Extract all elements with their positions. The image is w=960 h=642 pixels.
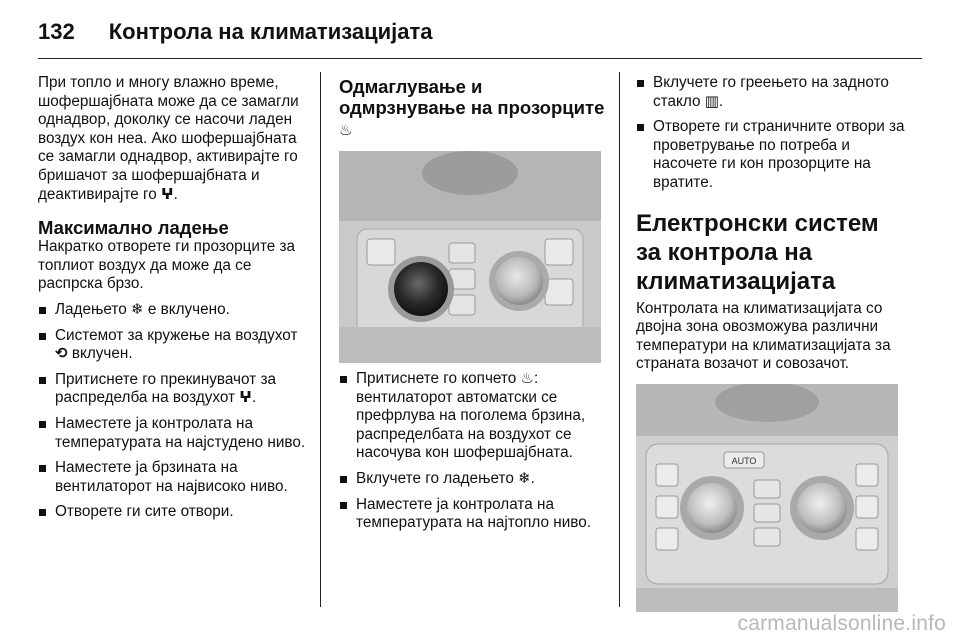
page-title: Контрола на климатизацијата	[108, 19, 433, 44]
column-divider-1	[320, 72, 321, 607]
max-cooling-paragraph: Накратко отворете ги прозорците за топлиот воздух да може да се распрска брзо.	[38, 238, 296, 293]
air-recirculation-icon: ⟲	[55, 345, 68, 363]
page-header	[38, 12, 433, 52]
windshield-defrost-icon: ♨	[520, 370, 534, 387]
page-number: 132	[38, 19, 75, 44]
electronic-climate-heading: Електронски систем за контрола на климатизацијата	[636, 209, 879, 295]
list-item: Притиснете го прекинувачот за распределба на воздухот ⵖ.	[38, 371, 312, 408]
list-item: Отворете ги сите отвори.	[38, 503, 312, 522]
list-item: Наместете ја брзината на вентилаторот на највисоко ниво.	[38, 459, 312, 496]
list-item: Наместете ја контролата на температурата на најстудено ниво.	[38, 415, 312, 452]
defog-heading: Одмаглување и одмрзнување на прозорците ♨	[339, 76, 605, 139]
climate-panel-photo	[339, 151, 601, 363]
list-item: Вклучете го ладењето ❄.	[339, 470, 607, 489]
defog-steps-continued	[636, 74, 908, 193]
column-1	[38, 74, 312, 522]
list-item: Вклучете го греењето на задното стакло ▥.	[636, 74, 908, 111]
list-item: Отворете ги страничните отвори за проветрување по потреба и насочете ги кон прозорците на вратите.	[636, 118, 908, 192]
list-item: Ладењето ❄ е вклучено.	[38, 301, 312, 320]
list-item: Притиснете го копчето ♨: вентилаторот автоматски се префрлува на поголема брзина, распределбата на воздухот се насочува кон шофершајбната.	[339, 370, 607, 463]
electronic-climate-paragraph: Контролата на климатизацијата со двојна зона овозможува различни температури на климатизацијата за страната возачот и совозачот.	[636, 299, 891, 373]
windshield-defrost-icon: ♨	[339, 122, 353, 139]
column-divider-2	[619, 72, 620, 607]
max-cooling-steps	[38, 301, 312, 522]
snowflake-icon: ❄	[131, 300, 144, 318]
defog-steps	[339, 370, 607, 533]
snowflake-icon: ❄	[518, 469, 531, 487]
list-item: Системот за кружење на воздухот ⟲ вклучен.	[38, 327, 312, 364]
watermark: carmanualsonline.info	[737, 612, 946, 635]
column-2	[339, 76, 607, 533]
max-cooling-heading: Максимално ладење	[38, 217, 229, 239]
auto-button-label: AUTO	[731, 455, 757, 466]
column-3	[636, 72, 908, 612]
electronic-climate-panel-photo	[636, 384, 898, 612]
air-distribution-windshield-icon: ⵖ	[161, 185, 174, 203]
list-item: Наместете ја контролата на температурата на најтопло ниво.	[339, 496, 607, 533]
rear-window-heating-icon: ▥	[704, 92, 719, 110]
air-distribution-icon: ⵖ	[239, 389, 252, 407]
header-divider	[38, 58, 922, 59]
intro-paragraph: При топло и многу влажно време, шофершајбната може да се замагли однадвор, доколку се насочи ладен воздух кон неа. Ако шофершајбната се замагли однадвор, активирајте го бришачот за шофершајбната и деактивирајте го ⵖ.	[38, 74, 299, 203]
